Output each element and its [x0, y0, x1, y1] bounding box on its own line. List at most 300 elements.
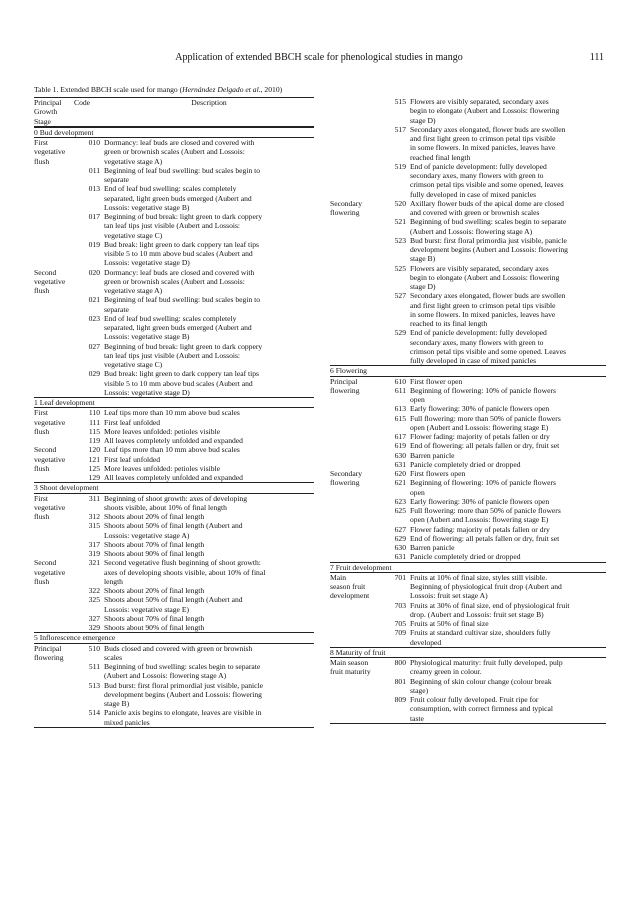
- stage-cell: [330, 610, 376, 619]
- description-cell: open (Aubert and Lossois: flowering stage E): [410, 515, 549, 525]
- code-cell: 523: [394, 235, 406, 245]
- table-row: [34, 258, 314, 267]
- stage-cell: [34, 699, 74, 708]
- stage-cell: [34, 342, 74, 351]
- table-row: [34, 305, 314, 314]
- description-cell: First leaf unfolded: [104, 417, 161, 427]
- stage-cell: vegetative: [34, 276, 66, 286]
- code-cell: [376, 282, 410, 291]
- stage-cell: [34, 388, 74, 397]
- stage-cell: [34, 521, 74, 530]
- stage-cell: vegetative: [34, 417, 66, 427]
- stage-cell: [34, 240, 74, 249]
- description-cell: Shoots about 90% of final length: [104, 549, 205, 558]
- description-cell: drop. (Aubert and Lossois: fruit set stage B): [410, 609, 544, 619]
- table-row: [330, 638, 606, 647]
- code-cell: 023: [88, 313, 100, 323]
- code-cell: 520: [394, 198, 406, 208]
- description-cell: visible 5 to 10 mm above bud scales (Aubert and: [104, 378, 253, 388]
- section-heading: 0 Bud development: [34, 127, 314, 138]
- code-cell: [74, 690, 104, 699]
- description-cell: in some flowers. In mixed panicles, leaves have: [410, 309, 556, 319]
- code-cell: 327: [88, 613, 100, 623]
- stage-cell: [34, 295, 74, 304]
- stage-cell: [34, 531, 74, 540]
- stage-cell: [330, 97, 376, 106]
- code-cell: [74, 379, 104, 388]
- table-row: [330, 515, 606, 524]
- table-row: [330, 227, 606, 236]
- code-cell: 630: [394, 450, 406, 460]
- table-row: [330, 106, 606, 115]
- stage-cell: [330, 638, 376, 647]
- table-row: [34, 671, 314, 680]
- description-cell: First flower open: [410, 376, 463, 386]
- description-cell: Beginning of flowering: 10% of panicle flowers: [410, 478, 556, 488]
- description-cell: begin to elongate (Aubert and Lossois: flowering: [410, 272, 560, 282]
- code-cell: [74, 605, 104, 614]
- description-cell: tan leaf tips just visible (Aubert and Lossois:: [104, 221, 241, 231]
- stage-cell: [34, 221, 74, 230]
- table-row: [330, 328, 606, 337]
- stage-cell: development: [330, 591, 370, 601]
- stage-cell: [330, 291, 376, 300]
- code-cell: 319: [88, 549, 100, 558]
- table-row: [330, 658, 606, 667]
- table-bottom-rule: [330, 723, 606, 724]
- code-cell: 321: [88, 558, 100, 568]
- table-row: [34, 268, 314, 277]
- stage-cell: First: [34, 138, 48, 147]
- description-cell: Buds closed and covered with green or brownish: [104, 643, 253, 653]
- code-cell: 620: [394, 469, 406, 478]
- stage-cell: vegetative: [34, 454, 66, 464]
- code-cell: 010: [88, 138, 100, 147]
- description-cell: developed: [410, 637, 442, 647]
- table-row: [34, 277, 314, 286]
- code-cell: 120: [88, 445, 100, 455]
- stage-cell: Secondary: [330, 469, 363, 478]
- code-cell: 613: [394, 404, 406, 414]
- stage-cell: [34, 708, 74, 717]
- description-cell: Lossois: vegetative stage B): [104, 332, 190, 342]
- description-cell: Lossois: vegetative stage B): [104, 202, 190, 212]
- code-cell: [74, 249, 104, 258]
- description-cell: shoots visible, about 10% of final length: [104, 502, 227, 512]
- code-cell: [74, 147, 104, 156]
- code-cell: 029: [88, 369, 100, 379]
- code-cell: 701: [394, 572, 406, 582]
- description-cell: separate: [104, 175, 129, 184]
- description-cell: separated, light green buds emerged (Aubert and: [104, 193, 252, 203]
- table-caption: [34, 85, 282, 94]
- description-cell: All leaves completely unfolded and expanded: [104, 473, 243, 482]
- stage-cell: [330, 432, 376, 441]
- stage-cell: [330, 714, 376, 723]
- table-left-column: [34, 97, 314, 728]
- caption-suffix: , 2010): [260, 85, 283, 94]
- code-cell: [74, 388, 104, 397]
- description-cell: Beginning of leaf bud swelling: bud scales begin to: [104, 165, 261, 175]
- code-cell: 111: [89, 417, 100, 427]
- table-row: [34, 558, 314, 567]
- stage-cell: [330, 125, 376, 134]
- code-cell: [74, 323, 104, 332]
- code-cell: [376, 171, 410, 180]
- section-heading: 5 Inflorescence emergence: [34, 632, 314, 643]
- stage-cell: [330, 106, 376, 115]
- table-row: [34, 568, 314, 577]
- code-cell: [74, 568, 104, 577]
- stage-cell: flush: [34, 156, 50, 166]
- table-row: [330, 254, 606, 263]
- stage-cell: flush: [34, 512, 50, 521]
- stage-cell: [34, 614, 74, 623]
- stage-cell: [34, 671, 74, 680]
- description-cell: Bud break: light green to dark coppery tan leaf tips: [104, 239, 259, 249]
- code-cell: [376, 273, 410, 282]
- description-cell: stage B): [410, 254, 436, 264]
- description-cell: Barren panicle: [410, 450, 455, 460]
- table-row: [34, 166, 314, 175]
- stage-cell: [330, 695, 376, 704]
- code-cell: [376, 488, 410, 497]
- table-row: [330, 591, 606, 600]
- table-row: [34, 231, 314, 240]
- table-row: [34, 445, 314, 454]
- stage-cell: [34, 184, 74, 193]
- table-row: [34, 194, 314, 203]
- code-cell: 013: [88, 184, 100, 194]
- description-cell: and first light green to crimson petal tips visible: [410, 134, 556, 143]
- description-cell: More leaves unfolded: petioles visible: [104, 426, 220, 436]
- stage-cell: [34, 175, 74, 184]
- stage-cell: season fruit: [330, 582, 366, 591]
- header-description: Description: [191, 98, 227, 107]
- code-cell: [376, 227, 410, 236]
- table-row: [34, 369, 314, 378]
- description-cell: taste: [410, 713, 424, 723]
- stage-cell: [34, 473, 74, 482]
- description-cell: reached final length: [410, 152, 471, 162]
- code-cell: [74, 351, 104, 360]
- description-cell: Beginning of bud break: light green to dark coppery: [104, 341, 263, 351]
- description-cell: Full flowering: more than 50% of panicle flowers: [410, 413, 561, 423]
- stage-cell: vegetative: [34, 502, 66, 512]
- description-cell: Fruit colour fully developed. Fruit ripe for: [410, 695, 539, 704]
- stage-cell: [34, 586, 74, 595]
- stage-cell: [330, 497, 376, 506]
- code-cell: [74, 157, 104, 166]
- description-cell: Secondary axes elongated, flower buds are swollen: [410, 291, 566, 301]
- description-cell: Bud burst: first floral primordia just visible, panicle: [410, 235, 567, 245]
- description-cell: mixed panicles: [104, 717, 150, 727]
- code-cell: 631: [394, 459, 406, 469]
- stage-cell: [330, 534, 376, 543]
- description-cell: Lossois: vegetative stage D): [104, 387, 190, 397]
- stage-cell: [330, 628, 376, 637]
- table-row: [34, 249, 314, 258]
- stage-cell: [330, 143, 376, 152]
- description-cell: Shoots about 50% of final length (Aubert and: [104, 521, 243, 531]
- stage-cell: [330, 441, 376, 450]
- description-cell: Flowers are visibly separated, secondary axes: [410, 263, 549, 273]
- stage-cell: First: [34, 493, 48, 503]
- description-cell: All leaves completely unfolded and expanded: [104, 436, 243, 445]
- description-cell: Fruits at 10% of final size, styles still visible.: [410, 572, 548, 582]
- description-cell: More leaves unfolded: petioles visible: [104, 463, 220, 473]
- stage-cell: [330, 460, 376, 469]
- table-row: [330, 236, 606, 245]
- code-cell: [376, 116, 410, 125]
- table-row: [330, 667, 606, 676]
- description-cell: Dormancy: leaf buds are closed and covered with: [104, 267, 255, 277]
- table-row: [330, 282, 606, 291]
- code-cell: [376, 591, 410, 600]
- stage-cell: [330, 171, 376, 180]
- table-row: [34, 494, 314, 503]
- description-cell: open: [410, 487, 425, 497]
- description-cell: (Aubert and Lossois: flowering stage A): [104, 671, 227, 681]
- stage-cell: Main season: [330, 658, 369, 667]
- table-row: [34, 342, 314, 351]
- description-cell: Flower fading: majority of petals fallen or dry: [410, 432, 550, 441]
- section-heading: 1 Leaf development: [34, 397, 314, 408]
- stage-cell: [34, 258, 74, 267]
- table-row: [330, 441, 606, 450]
- table-row: [34, 718, 314, 727]
- table-row: [34, 586, 314, 595]
- description-cell: End of panicle development: fully developed: [410, 328, 547, 338]
- code-cell: 129: [88, 473, 100, 482]
- table-row: [34, 699, 314, 708]
- description-cell: Lossois: fruit set stage A): [410, 591, 488, 601]
- table-row: [34, 314, 314, 323]
- description-cell: length: [104, 576, 123, 586]
- code-cell: 519: [394, 161, 406, 171]
- description-cell: Beginning of shoot growth: axes of developing: [104, 493, 247, 503]
- description-cell: vegetative stage C): [104, 360, 163, 369]
- table-row: [330, 338, 606, 347]
- table-row: [34, 436, 314, 445]
- table-row: [330, 377, 606, 386]
- stage-cell: [330, 543, 376, 552]
- code-cell: 329: [88, 623, 100, 632]
- stage-cell: [330, 236, 376, 245]
- table-row: [330, 319, 606, 328]
- stage-cell: [34, 323, 74, 332]
- table-row: [330, 451, 606, 460]
- section-heading: 7 Fruit development: [330, 562, 606, 573]
- description-cell: Shoots about 20% of final length: [104, 512, 205, 521]
- table-row: [34, 549, 314, 558]
- code-cell: [74, 718, 104, 727]
- stage-cell: [330, 180, 376, 189]
- table-row: [34, 540, 314, 549]
- table-row: [330, 582, 606, 591]
- code-cell: 021: [88, 295, 100, 305]
- code-cell: [74, 531, 104, 540]
- stage-cell: [330, 227, 376, 236]
- stage-cell: [330, 619, 376, 628]
- description-cell: (Aubert and Lossois: flowering stage A): [410, 226, 533, 236]
- code-cell: 011: [88, 165, 100, 175]
- stage-cell: [330, 552, 376, 561]
- description-cell: creamy green in colour.: [410, 667, 482, 677]
- table-row: [330, 208, 606, 217]
- code-cell: [376, 610, 410, 619]
- table-row: [34, 644, 314, 653]
- table-row: [34, 147, 314, 156]
- section-heading: 8 Maturity of fruit: [330, 647, 606, 658]
- table-row: [330, 153, 606, 162]
- caption-citation: Hernández Delgado et al.: [182, 85, 261, 94]
- description-cell: Physiological maturity: fruit fully developed, pulp: [410, 658, 563, 667]
- table-row: [330, 601, 606, 610]
- table-row: [330, 162, 606, 171]
- code-cell: 709: [394, 628, 406, 638]
- table-row: [330, 273, 606, 282]
- description-cell: Shoots about 90% of final length: [104, 623, 205, 632]
- stage-cell: [34, 662, 74, 671]
- description-cell: visible 5 to 10 mm above bud scales (Aubert and: [104, 249, 253, 258]
- stage-cell: [330, 328, 376, 337]
- code-cell: 800: [394, 658, 406, 667]
- stage-cell: flush: [34, 576, 50, 586]
- code-cell: 705: [394, 619, 406, 628]
- description-cell: Axillary flower buds of the apical dome are closed: [410, 198, 564, 208]
- code-cell: [376, 319, 410, 328]
- code-cell: [376, 190, 410, 199]
- description-cell: development begins (Aubert and Lossois: flowering: [410, 245, 568, 254]
- running-title: Application of extended BBCH scale for phenological studies in mango: [175, 52, 463, 63]
- code-cell: 621: [394, 478, 406, 488]
- description-cell: stage B): [104, 699, 130, 708]
- section-heading: 3 Shoot development: [34, 482, 314, 493]
- table-row: [34, 681, 314, 690]
- code-cell: [376, 245, 410, 254]
- stage-cell: Main: [330, 572, 347, 582]
- stage-cell: [34, 314, 74, 323]
- table-row: [330, 488, 606, 497]
- description-cell: End of flowering: all petals fallen or dry, fruit set: [410, 533, 560, 543]
- code-cell: [376, 254, 410, 263]
- stage-cell: [34, 231, 74, 240]
- description-cell: Beginning of flowering: 10% of panicle flowers: [410, 385, 556, 395]
- code-cell: 703: [394, 600, 406, 610]
- code-cell: [74, 203, 104, 212]
- table-row: [34, 577, 314, 586]
- stage-cell: [34, 379, 74, 388]
- description-cell: and first light green to crimson petal tips visible: [410, 300, 556, 310]
- table-row: [330, 134, 606, 143]
- description-cell: Barren panicle: [410, 543, 455, 552]
- code-cell: [376, 347, 410, 356]
- stage-cell: flush: [34, 426, 50, 436]
- description-cell: Early flowering: 30% of panicle flowers open: [410, 404, 550, 414]
- table-row: [330, 573, 606, 582]
- stage-cell: [34, 595, 74, 604]
- stage-cell: [330, 153, 376, 162]
- code-cell: [376, 686, 410, 695]
- stage-cell: [330, 451, 376, 460]
- stage-cell: [34, 166, 74, 175]
- description-cell: vegetative stage A): [104, 156, 163, 166]
- table-row: [330, 677, 606, 686]
- stage-cell: flush: [34, 286, 50, 295]
- description-cell: Beginning of skin colour change (colour break: [410, 676, 552, 686]
- description-cell: First flowers open: [410, 469, 466, 478]
- table-row: [330, 469, 606, 478]
- table-row: [34, 427, 314, 436]
- stage-cell: [34, 360, 74, 369]
- code-cell: 317: [88, 539, 100, 549]
- description-cell: End of leaf bud swelling: scales completely: [104, 313, 237, 323]
- code-cell: [376, 356, 410, 365]
- code-cell: 125: [88, 463, 100, 473]
- description-cell: stage D): [410, 115, 436, 125]
- description-cell: consumption, with correct firmness and typical: [410, 704, 553, 714]
- code-cell: [376, 515, 410, 524]
- stage-cell: [34, 212, 74, 221]
- description-cell: separate: [104, 304, 129, 314]
- table-row: [34, 351, 314, 360]
- description-cell: Beginning of bud swelling: scales begin to separate: [410, 217, 567, 227]
- stage-cell: [330, 310, 376, 319]
- table-row: [34, 623, 314, 632]
- table-row: [330, 525, 606, 534]
- stage-cell: [330, 704, 376, 713]
- code-cell: 119: [88, 436, 100, 445]
- stage-cell: vegetative: [34, 567, 66, 577]
- stage-cell: [330, 190, 376, 199]
- description-cell: begin to elongate (Aubert and Lossois: flowering: [410, 106, 560, 116]
- table-row: [330, 171, 606, 180]
- code-cell: 617: [394, 432, 406, 441]
- description-cell: crimson petal tips visible and some opened. Leaves: [410, 346, 567, 356]
- code-cell: [74, 577, 104, 586]
- stage-cell: [330, 601, 376, 610]
- code-cell: [376, 582, 410, 591]
- code-cell: [376, 667, 410, 676]
- code-cell: [74, 221, 104, 230]
- table-row: [34, 212, 314, 221]
- code-cell: 629: [394, 533, 406, 543]
- table-row: [330, 714, 606, 723]
- stage-cell: [330, 404, 376, 413]
- description-cell: Beginning of physiological fruit drop (Aubert and: [410, 582, 562, 591]
- table-row: [330, 310, 606, 319]
- code-cell: 625: [394, 506, 406, 515]
- description-cell: Beginning of bud break: light green to dark coppery: [104, 212, 263, 221]
- table-row: [330, 695, 606, 704]
- stage-cell: [34, 549, 74, 558]
- table-row: [34, 240, 314, 249]
- code-cell: 527: [394, 291, 406, 301]
- caption-prefix: Table 1. Extended BBCH scale used for mango (: [34, 85, 183, 94]
- code-cell: [376, 704, 410, 713]
- stage-cell: flowering: [330, 385, 360, 395]
- code-cell: 312: [88, 512, 100, 521]
- code-cell: [74, 231, 104, 240]
- stage-cell: [330, 423, 376, 432]
- description-cell: Panicle axis begins to elongate, leaves are visible in: [104, 708, 262, 718]
- description-cell: open (Aubert and Lossois: flowering stage E): [410, 422, 549, 432]
- stage-cell: [330, 338, 376, 347]
- description-cell: fully developed in case of mixed panicles: [410, 356, 537, 365]
- code-cell: [376, 638, 410, 647]
- description-cell: End of panicle development: fully developed: [410, 161, 547, 171]
